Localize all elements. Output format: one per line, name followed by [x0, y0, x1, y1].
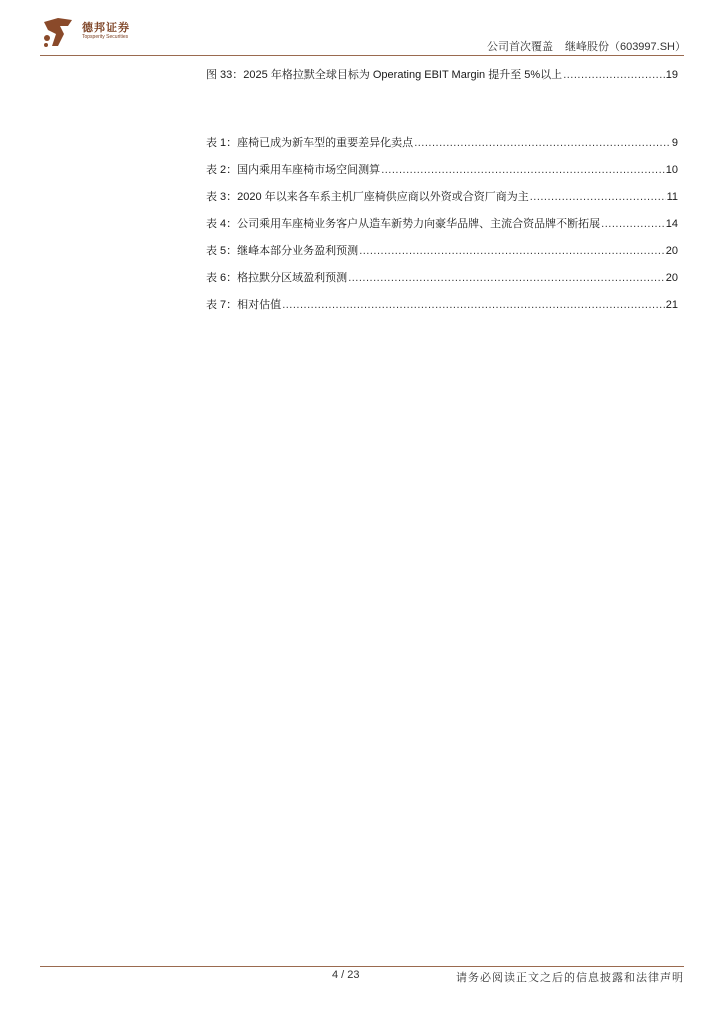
report-type: 公司首次覆盖 [486, 41, 553, 53]
toc-entry[interactable] [206, 296, 678, 312]
toc-entry-page: 14 [665, 218, 678, 230]
toc-entry-page: 19 [665, 69, 678, 81]
toc-entry[interactable] [206, 188, 678, 204]
toc-leader-dots [348, 272, 665, 284]
toc-entry-label: 表 7：相对估值 [206, 299, 282, 311]
footer-divider [40, 966, 684, 967]
toc-entry-label: 表 3：2020 年以来各车系主机厂座椅供应商以外资或合资厂商为主 [206, 191, 529, 203]
dragon-logo-icon [38, 12, 78, 52]
toc-leader-dots [381, 164, 665, 176]
toc-leader-dots [601, 218, 665, 230]
toc-entry-page: 10 [665, 164, 678, 176]
toc-leader-dots [359, 245, 665, 257]
toc-entry[interactable] [206, 134, 678, 150]
toc-entry-label: 表 6：格拉默分区域盈利预测 [206, 272, 348, 284]
toc-entry-page: 21 [665, 299, 678, 311]
company-name: 继峰股份（603997.SH） [564, 41, 686, 53]
toc-entry[interactable] [206, 242, 678, 258]
toc-entry-page: 9 [671, 137, 678, 149]
page-number: 4 / 23 [332, 969, 360, 981]
toc-entry-page: 20 [665, 272, 678, 284]
header-divider [40, 55, 684, 56]
toc-entry-page: 20 [665, 245, 678, 257]
toc-entry-label: 表 2：国内乘用车座椅市场空间测算 [206, 164, 381, 176]
logo-chinese-text: 德邦证券 [82, 22, 130, 34]
logo-english-text: Topsperity Securities [82, 34, 129, 40]
report-header [487, 38, 686, 54]
toc-leader-dots [563, 69, 665, 81]
toc-entry-page: 11 [666, 191, 678, 203]
toc-entry[interactable] [206, 161, 678, 177]
toc-entry-label: 表 4：公司乘用车座椅业务客户从造车新势力向豪华品牌、主流合资品牌不断拓展 [206, 218, 601, 230]
brand-logo [38, 12, 148, 52]
toc-entry-label: 表 5：继峰本部分业务盈利预测 [206, 245, 359, 257]
toc-entry[interactable] [206, 66, 678, 82]
toc-leader-dots [530, 191, 666, 203]
toc-leader-dots [282, 299, 665, 311]
toc-leader-dots [414, 137, 671, 149]
legal-disclaimer: 请务必阅读正文之后的信息披露和法律声明 [456, 972, 684, 984]
toc-entry-label: 表 1：座椅已成为新车型的重要差异化卖点 [206, 137, 414, 149]
toc-entry[interactable] [206, 269, 678, 285]
toc-entry[interactable] [206, 215, 678, 231]
toc-entry-label: 图 33：2025 年格拉默全球目标为 Operating EBIT Margin 提升至 5%以上 [206, 69, 563, 81]
